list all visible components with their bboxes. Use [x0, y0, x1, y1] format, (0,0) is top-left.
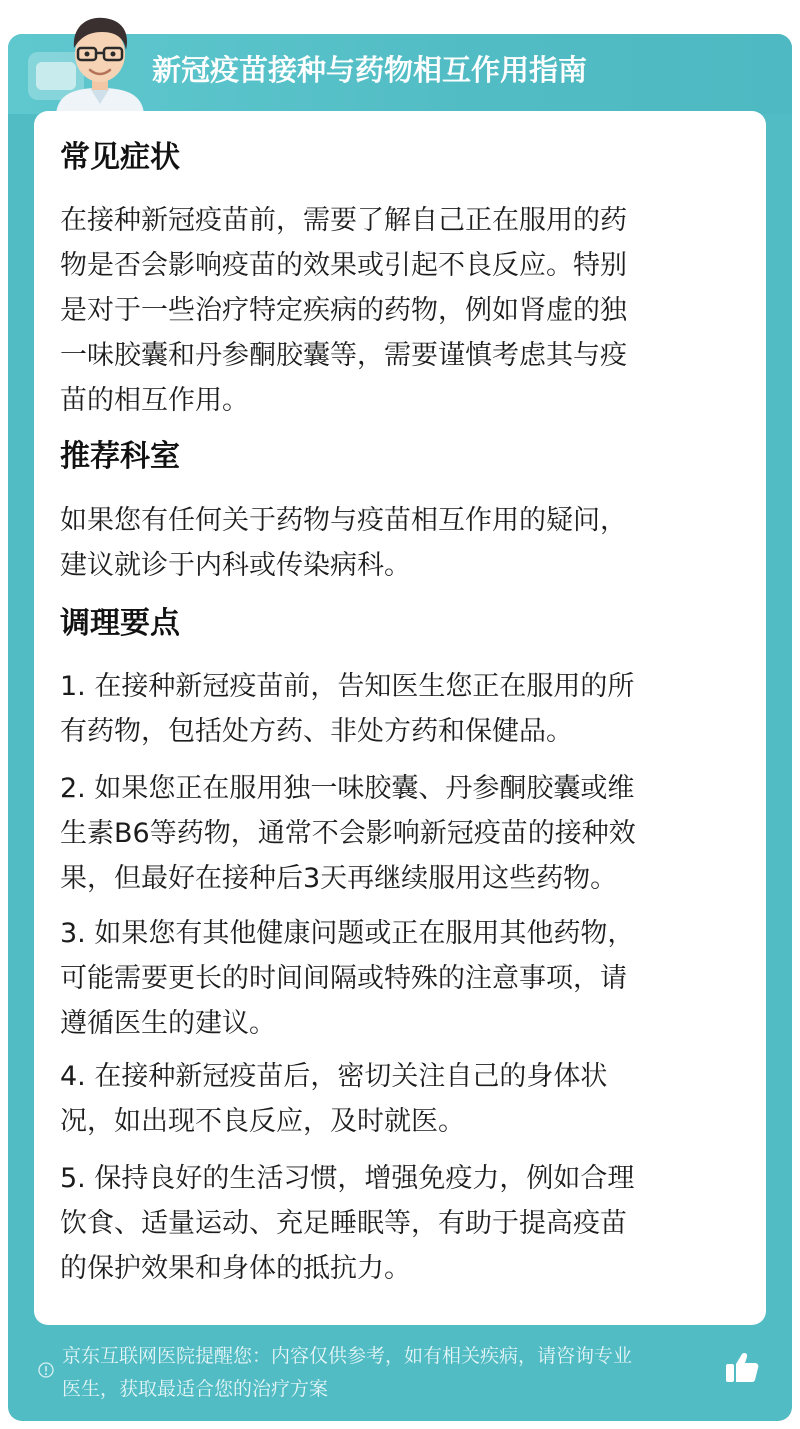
text-line: 如果您有任何关于药物与疫苗相互作用的疑问， — [60, 505, 627, 536]
text-line: 物是否会影响疫苗的效果或引起不良反应。特别 — [60, 250, 627, 281]
text-line: 1. 在接种新冠疫苗前，告知医生您正在服用的所 — [60, 671, 635, 702]
doctor-avatar-icon — [46, 8, 154, 114]
text-line: 遵循医生的建议。 — [60, 1008, 276, 1039]
list-item — [60, 664, 740, 754]
text-line: 果，但最好在接种后3天再继续服用这些药物。 — [60, 863, 618, 894]
section-body-symptoms — [60, 198, 740, 423]
text-line: 是对于一些治疗特定疾病的药物，例如肾虚的独 — [60, 295, 627, 326]
text-line: 4. 在接种新冠疫苗后，密切关注自己的身体状 — [60, 1061, 608, 1092]
text-line: 建议就诊于内科或传染病科。 — [60, 550, 411, 581]
text-line: 饮食、适量运动、充足睡眠等，有助于提高疫苗 — [60, 1208, 627, 1239]
thumbs-up-icon[interactable] — [724, 1350, 760, 1384]
text-line: 2. 如果您正在服用独一味胶囊、丹参酮胶囊或维 — [60, 773, 635, 804]
list-item — [60, 911, 740, 1046]
disclaimer — [62, 1340, 734, 1406]
section-body-department — [60, 498, 740, 588]
text-line: 可能需要更长的时间间隔或特殊的注意事项，请 — [60, 963, 627, 994]
disclaimer-line: 医生，获取最适合您的治疗方案 — [62, 1378, 329, 1400]
text-line: 有药物，包括处方药、非处方药和保健品。 — [60, 716, 573, 747]
text-line: 5. 保持良好的生活习惯，增强免疫力，例如合理 — [60, 1163, 635, 1194]
section-heading-care: 调理要点 — [60, 606, 180, 641]
list-item — [60, 766, 740, 901]
text-line: 一味胶囊和丹参酮胶囊等，需要谨慎考虑其与疫 — [60, 340, 627, 371]
text-line: 3. 如果您有其他健康问题或正在服用其他药物， — [60, 918, 635, 949]
page-title: 新冠疫苗接种与药物相互作用指南 — [152, 53, 588, 87]
list-item — [60, 1156, 740, 1291]
text-line: 苗的相互作用。 — [60, 385, 249, 416]
info-icon — [38, 1362, 54, 1378]
text-line: 在接种新冠疫苗前，需要了解自己正在服用的药 — [60, 205, 627, 236]
text-line: 的保护效果和身体的抵抗力。 — [60, 1253, 411, 1284]
list-item — [60, 1054, 740, 1144]
text-line: 生素B6等药物，通常不会影响新冠疫苗的接种效 — [60, 818, 636, 849]
text-line: 况，如出现不良反应，及时就医。 — [60, 1106, 465, 1137]
section-heading-symptoms: 常见症状 — [60, 140, 180, 175]
section-heading-department: 推荐科室 — [60, 439, 180, 474]
disclaimer-line: 京东互联网医院提醒您：内容仅供参考，如有相关疾病，请咨询专业 — [62, 1345, 633, 1367]
